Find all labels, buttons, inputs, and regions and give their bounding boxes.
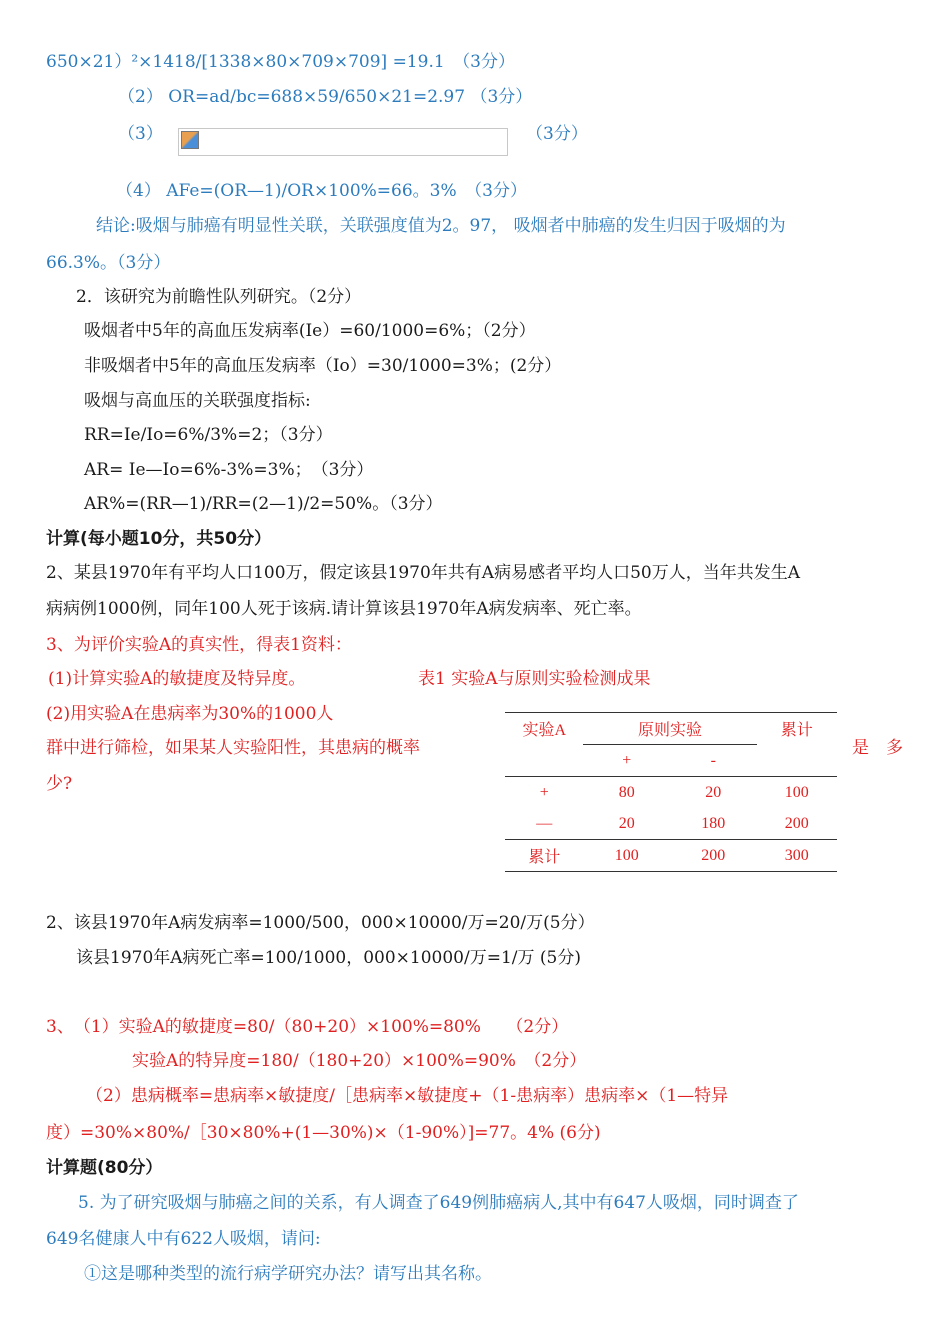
- cell: 180: [670, 808, 757, 840]
- section-heading-calc: 计算(每小题10分，共50分）: [46, 529, 272, 549]
- cell: —: [505, 808, 583, 840]
- test-result-table: [505, 712, 837, 872]
- conclusion-line-1: 结论:吸烟与肺癌有明显性关联，关联强度值为2。97， 吸烟者中肺癌的发生归因于吸烟的为: [96, 216, 786, 236]
- section-heading-calc-80: 计算题(80分）: [46, 1158, 163, 1178]
- table-caption: 表1 实验A与原则实验检测成果: [418, 669, 651, 689]
- th-test-a: 实验A: [505, 713, 583, 745]
- table-row: [505, 777, 837, 809]
- rr-line: RR=Ie/Io=6%/3%=2；（3分）: [84, 425, 333, 445]
- question-2-line-1: 2、某县1970年有平均人口100万，假定该县1970年共有A病易感者平均人口50万人，当年共发生A: [46, 563, 800, 583]
- th-negative: -: [670, 745, 757, 777]
- answer-3-probability-line-1: （2）患病概率=患病率×敏捷度/［患病率×敏捷度+（1-患病率）患病率×（1—特异: [86, 1086, 729, 1106]
- question-5-line-2: 649名健康人中有622人吸烟，请问:: [46, 1229, 321, 1249]
- question-3-part-2-line-2: 群中进行筛检，如果某人实验阳性，其患病的概率: [46, 738, 420, 758]
- answer-2-mortality: 该县1970年A病死亡率=100/1000，000×10000/万=1/万 (5分): [76, 948, 581, 968]
- question-2-line-2: 病病例1000例，同年100人死于该病.请计算该县1970年A病发病率、死亡率。: [46, 599, 642, 619]
- conclusion-line-2: 66.3%。（3分）: [46, 253, 171, 273]
- question-3-part-2-line-3: 少?: [46, 774, 73, 794]
- cell: 80: [618, 783, 635, 801]
- th-empty: [757, 745, 838, 777]
- formula-line-afe: （4） AFe=(OR—1)/OR×100%=66。3% （3分）: [116, 181, 527, 201]
- ie-line: 吸烟者中5年的高血压发病率(Ie）=60/1000=6%；（2分）: [84, 321, 536, 341]
- th-total: 累计: [757, 713, 838, 745]
- question-3-part-1: (1)计算实验A的敏捷度及特异度。: [48, 669, 306, 689]
- cell: 300: [757, 840, 838, 872]
- ar-percent-line: AR%=(RR—1)/RR=(2—1)/2=50%。（3分）: [84, 494, 443, 514]
- question-5-line-1: 5. 为了研究吸烟与肺癌之间的关系，有人调查了649例肺癌病人,其中有647人吸烟，同时调查了: [78, 1193, 799, 1213]
- broken-image-placeholder: [178, 128, 508, 156]
- cell: 20: [705, 783, 722, 801]
- th-standard-test: 原则实验: [583, 713, 756, 745]
- cell: 累计: [505, 840, 583, 872]
- formula-line-1: 650×21）²×1418/[1338×80×709×709] =19.1 （3分）: [46, 52, 515, 72]
- cell: 20: [583, 808, 670, 840]
- question-5-item-1: ①这是哪种类型的流行病学研究办法？请写出其名称。: [84, 1264, 492, 1284]
- formula-line-3-label: （3）: [118, 124, 163, 144]
- question-3-line: 3、为评价实验A的真实性，得表1资料：: [46, 635, 352, 655]
- cell: 100: [583, 840, 670, 872]
- question-3-part-2-line-1: (2)用实验A在患病率为30%的1000人: [46, 704, 334, 724]
- formula-line-or: （2） OR=ad/bc=688×59/650×21=2.97 （3分）: [118, 87, 533, 107]
- question-3-part-2-tail: 是 多: [852, 738, 903, 758]
- association-index-line: 吸烟与高血压的关联强度指标:: [84, 391, 311, 411]
- cohort-study-line: 2．该研究为前瞻性队列研究。（2分）: [76, 287, 362, 307]
- cell: 200: [757, 808, 838, 840]
- formula-line-3-score: （3分）: [526, 124, 588, 144]
- table-row: [505, 808, 837, 840]
- answer-3-specificity: 实验A的特异度=180/（180+20）×100%=90% （2分）: [132, 1051, 587, 1071]
- answer-3-sensitivity: 3、 （1）实验A的敏捷度=80/（80+20）×100%=80% （2分）: [46, 1017, 569, 1037]
- th-positive: +: [583, 745, 670, 777]
- broken-image-icon: [181, 131, 199, 149]
- answer-3-probability-line-2: 度）=30%×80%/［30×80%+(1—30%)×（1-90%）]=77。4% (6分): [46, 1123, 601, 1143]
- table-row: [505, 840, 837, 872]
- ar-line: AR= Ie—Io=6%-3%=3%； （3分）: [84, 460, 374, 480]
- cell: +: [539, 783, 549, 801]
- cell: 200: [670, 840, 757, 872]
- answer-2-incidence: 2、该县1970年A病发病率=1000/500，000×10000/万=20/万(5分）: [46, 913, 595, 933]
- th-empty: [505, 745, 583, 777]
- io-line: 非吸烟者中5年的高血压发病率（Io）=30/1000=3%；(2分）: [84, 356, 562, 376]
- cell: 100: [784, 783, 809, 801]
